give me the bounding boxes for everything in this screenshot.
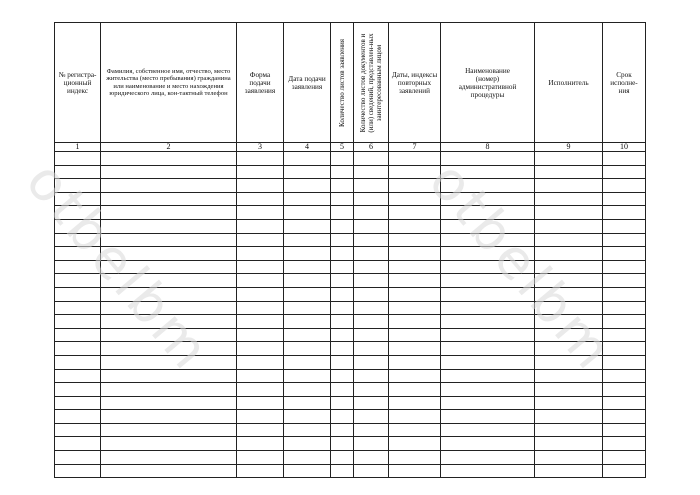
blank-cell (535, 219, 603, 233)
blank-cell (441, 192, 535, 206)
header-applicant-details: Фамилия, собственное имя, отчество, место жительства (место пребывания) гражданина или наименование и место нахождения юридического лица, кон-тактный телефон (101, 23, 237, 143)
column-number: 8 (441, 143, 535, 152)
blank-cell (237, 274, 284, 288)
blank-entry-row (55, 410, 646, 424)
blank-cell (603, 451, 646, 465)
blank-cell (284, 287, 331, 301)
blank-cell (237, 206, 284, 220)
blank-cell (389, 328, 441, 342)
blank-cell (603, 219, 646, 233)
blank-cell (101, 315, 237, 329)
blank-cell (354, 464, 389, 478)
blank-cell (603, 192, 646, 206)
blank-cell (603, 206, 646, 220)
blank-cell (237, 383, 284, 397)
blank-cell (331, 342, 354, 356)
blank-cell (331, 179, 354, 193)
blank-cell (55, 233, 101, 247)
blank-cell (101, 206, 237, 220)
blank-cell (354, 355, 389, 369)
blank-entry-row (55, 247, 646, 261)
blank-cell (354, 247, 389, 261)
blank-cell (389, 464, 441, 478)
blank-cell (55, 342, 101, 356)
blank-cell (354, 451, 389, 465)
blank-cell (237, 247, 284, 261)
blank-cell (354, 328, 389, 342)
blank-cell (331, 165, 354, 179)
blank-cell (535, 165, 603, 179)
blank-entry-row (55, 342, 646, 356)
blank-cell (603, 301, 646, 315)
blank-cell (535, 342, 603, 356)
blank-cell (237, 315, 284, 329)
blank-cell (55, 219, 101, 233)
blank-cell (331, 396, 354, 410)
blank-cell (603, 423, 646, 437)
blank-cell (55, 383, 101, 397)
blank-cell (389, 396, 441, 410)
blank-cell (441, 260, 535, 274)
blank-cell (101, 287, 237, 301)
registration-journal-table (54, 22, 646, 478)
blank-cell (389, 369, 441, 383)
blank-cell (354, 192, 389, 206)
blank-cell (441, 287, 535, 301)
blank-cell (284, 301, 331, 315)
blank-cell (55, 328, 101, 342)
blank-cell (284, 369, 331, 383)
blank-entry-row (55, 206, 646, 220)
blank-cell (441, 369, 535, 383)
blank-cell (55, 287, 101, 301)
blank-cell (535, 179, 603, 193)
blank-cell (603, 233, 646, 247)
blank-cell (55, 315, 101, 329)
blank-cell (284, 355, 331, 369)
blank-cell (237, 179, 284, 193)
blank-cell (354, 423, 389, 437)
blank-cell (284, 179, 331, 193)
blank-cell (441, 396, 535, 410)
blank-entry-row (55, 383, 646, 397)
blank-cell (331, 247, 354, 261)
blank-cell (237, 152, 284, 166)
blank-cell (101, 423, 237, 437)
blank-cell (55, 301, 101, 315)
blank-cell (55, 410, 101, 424)
blank-cell (55, 260, 101, 274)
blank-cell (389, 287, 441, 301)
blank-cell (603, 247, 646, 261)
blank-cell (284, 464, 331, 478)
blank-cell (603, 355, 646, 369)
blank-cell (284, 396, 331, 410)
blank-cell (603, 342, 646, 356)
blank-cell (603, 396, 646, 410)
blank-cell (331, 369, 354, 383)
blank-cell (331, 206, 354, 220)
blank-cell (101, 328, 237, 342)
blank-cell (603, 179, 646, 193)
blank-entry-row (55, 328, 646, 342)
blank-cell (354, 437, 389, 451)
blank-cell (101, 437, 237, 451)
blank-cell (237, 410, 284, 424)
blank-cell (603, 274, 646, 288)
watermark-right: otbelbm (416, 150, 627, 384)
blank-cell (237, 287, 284, 301)
blank-cell (354, 410, 389, 424)
blank-cell (55, 396, 101, 410)
header-row (55, 23, 646, 143)
blank-cell (331, 423, 354, 437)
blank-cell (331, 383, 354, 397)
blank-cell (284, 451, 331, 465)
header-repeat-applications: Даты, индексы повторных заявлений (389, 23, 441, 143)
blank-cell (441, 410, 535, 424)
blank-cell (55, 423, 101, 437)
column-number: 6 (354, 143, 389, 152)
blank-cell (441, 152, 535, 166)
blank-cell (535, 192, 603, 206)
blank-cell (389, 192, 441, 206)
blank-cell (603, 152, 646, 166)
blank-cell (331, 315, 354, 329)
blank-cell (237, 437, 284, 451)
blank-cell (441, 342, 535, 356)
blank-cell (331, 287, 354, 301)
header-application-sheet-count: Количество листов заявления (331, 23, 354, 143)
column-number: 9 (535, 143, 603, 152)
blank-cell (603, 437, 646, 451)
blank-cell (55, 165, 101, 179)
header-administrative-procedure: Наименование (номер) административной процедуры (441, 23, 535, 143)
blank-entry-row (55, 369, 646, 383)
blank-cell (55, 451, 101, 465)
blank-cell (354, 315, 389, 329)
blank-cell (101, 410, 237, 424)
blank-cell (331, 410, 354, 424)
blank-cell (331, 451, 354, 465)
blank-cell (55, 192, 101, 206)
blank-cell (284, 410, 331, 424)
blank-cell (237, 219, 284, 233)
blank-cell (101, 301, 237, 315)
blank-cell (354, 206, 389, 220)
blank-cell (284, 192, 331, 206)
blank-cell (284, 165, 331, 179)
blank-cell (354, 342, 389, 356)
blank-cell (389, 342, 441, 356)
header-executor: Исполнитель (535, 23, 603, 143)
blank-cell (535, 260, 603, 274)
blank-cell (331, 328, 354, 342)
blank-cell (331, 301, 354, 315)
blank-cell (237, 396, 284, 410)
blank-cell (603, 287, 646, 301)
blank-cell (441, 274, 535, 288)
blank-cell (237, 260, 284, 274)
blank-cell (55, 274, 101, 288)
blank-cell (535, 247, 603, 261)
header-application-form: Форма подачи заявления (237, 23, 284, 143)
blank-cell (354, 179, 389, 193)
blank-cell (237, 233, 284, 247)
blank-cell (389, 437, 441, 451)
blank-cell (354, 219, 389, 233)
blank-cell (535, 451, 603, 465)
blank-cell (354, 152, 389, 166)
blank-cell (389, 206, 441, 220)
blank-entry-row (55, 301, 646, 315)
blank-cell (331, 464, 354, 478)
blank-entry-row (55, 152, 646, 166)
blank-cell (441, 464, 535, 478)
blank-cell (237, 342, 284, 356)
blank-cell (389, 451, 441, 465)
blank-cell (284, 247, 331, 261)
blank-entry-row (55, 355, 646, 369)
blank-cell (535, 369, 603, 383)
blank-cell (101, 451, 237, 465)
blank-cell (389, 383, 441, 397)
blank-cell (55, 437, 101, 451)
column-number: 4 (284, 143, 331, 152)
blank-cell (101, 179, 237, 193)
blank-cell (101, 152, 237, 166)
blank-cell (101, 396, 237, 410)
blank-cell (284, 233, 331, 247)
blank-cell (237, 423, 284, 437)
blank-cell (237, 369, 284, 383)
blank-cell (389, 410, 441, 424)
blank-cell (389, 219, 441, 233)
blank-cell (535, 233, 603, 247)
blank-cell (389, 165, 441, 179)
column-number: 5 (331, 143, 354, 152)
blank-cell (389, 179, 441, 193)
blank-cell (535, 274, 603, 288)
blank-cell (441, 247, 535, 261)
blank-cell (354, 274, 389, 288)
column-number: 1 (55, 143, 101, 152)
blank-cell (284, 342, 331, 356)
blank-cell (603, 464, 646, 478)
blank-cell (101, 165, 237, 179)
blank-cell (535, 423, 603, 437)
blank-cell (331, 192, 354, 206)
blank-cell (331, 152, 354, 166)
blank-cell (354, 287, 389, 301)
blank-entry-row (55, 192, 646, 206)
blank-cell (441, 206, 535, 220)
blank-entry-row (55, 179, 646, 193)
blank-cell (101, 342, 237, 356)
blank-cell (441, 219, 535, 233)
column-number: 2 (101, 143, 237, 152)
blank-entry-row (55, 423, 646, 437)
blank-cell (101, 260, 237, 274)
blank-cell (55, 206, 101, 220)
header-execution-deadline: Срок исполне-ния (603, 23, 646, 143)
blank-cell (101, 192, 237, 206)
blank-cell (535, 437, 603, 451)
blank-cell (389, 247, 441, 261)
blank-cell (535, 464, 603, 478)
header-application-date: Дата подачи заявления (284, 23, 331, 143)
blank-cell (441, 451, 535, 465)
blank-cell (331, 274, 354, 288)
blank-cell (331, 437, 354, 451)
header-registration-index: № регистра-ционный индекс (55, 23, 101, 143)
blank-cell (354, 301, 389, 315)
blank-entry-row (55, 315, 646, 329)
blank-cell (389, 260, 441, 274)
blank-cell (284, 260, 331, 274)
blank-cell (237, 165, 284, 179)
blank-cell (101, 369, 237, 383)
blank-cell (101, 219, 237, 233)
blank-cell (55, 247, 101, 261)
blank-cell (237, 192, 284, 206)
blank-cell (441, 328, 535, 342)
column-number: 10 (603, 143, 646, 152)
blank-cell (535, 315, 603, 329)
blank-cell (603, 165, 646, 179)
blank-cell (535, 301, 603, 315)
blank-cell (603, 410, 646, 424)
blank-cell (354, 396, 389, 410)
blank-cell (603, 260, 646, 274)
blank-cell (441, 301, 535, 315)
blank-cell (603, 315, 646, 329)
blank-cell (55, 355, 101, 369)
column-number: 7 (389, 143, 441, 152)
blank-entry-row (55, 464, 646, 478)
blank-cell (237, 301, 284, 315)
blank-cell (535, 396, 603, 410)
blank-cell (535, 287, 603, 301)
blank-cell (389, 423, 441, 437)
blank-cell (441, 315, 535, 329)
blank-cell (101, 355, 237, 369)
blank-cell (535, 328, 603, 342)
blank-cell (101, 247, 237, 261)
blank-cell (389, 152, 441, 166)
blank-cell (55, 152, 101, 166)
blank-cell (441, 233, 535, 247)
blank-cell (101, 233, 237, 247)
blank-cell (284, 274, 331, 288)
blank-entry-row (55, 274, 646, 288)
blank-entry-row (55, 260, 646, 274)
blank-cell (237, 451, 284, 465)
blank-entry-row (55, 396, 646, 410)
blank-cell (284, 219, 331, 233)
blank-cell (389, 301, 441, 315)
blank-cell (284, 383, 331, 397)
blank-cell (354, 369, 389, 383)
blank-cell (55, 179, 101, 193)
blank-cell (354, 165, 389, 179)
column-number: 3 (237, 143, 284, 152)
blank-cell (331, 260, 354, 274)
blank-cell (354, 383, 389, 397)
blank-cell (284, 328, 331, 342)
blank-cell (284, 206, 331, 220)
blank-cell (535, 383, 603, 397)
blank-entry-row (55, 437, 646, 451)
blank-cell (389, 233, 441, 247)
blank-cell (441, 179, 535, 193)
blank-cell (237, 355, 284, 369)
blank-cell (441, 437, 535, 451)
column-number-row (55, 143, 646, 152)
blank-cell (354, 260, 389, 274)
blank-cell (101, 383, 237, 397)
blank-cell (331, 219, 354, 233)
blank-entry-row (55, 287, 646, 301)
blank-cell (535, 152, 603, 166)
blank-entry-row (55, 165, 646, 179)
blank-cell (55, 369, 101, 383)
blank-cell (101, 464, 237, 478)
blank-cell (284, 423, 331, 437)
blank-cell (603, 383, 646, 397)
blank-cell (535, 355, 603, 369)
blank-entry-row (55, 233, 646, 247)
blank-cell (284, 437, 331, 451)
blank-entry-row (55, 451, 646, 465)
blank-cell (389, 315, 441, 329)
header-document-sheet-count: Количество листов документов и (или) сведений, представлен-ных заинтересованным лицом (354, 23, 389, 143)
blank-cell (55, 464, 101, 478)
blank-cell (237, 328, 284, 342)
blank-cell (354, 233, 389, 247)
blank-cell (441, 165, 535, 179)
blank-cell (237, 464, 284, 478)
blank-cell (441, 423, 535, 437)
blank-cell (331, 233, 354, 247)
blank-cell (389, 355, 441, 369)
watermark-left: otbelbm (13, 150, 224, 384)
blank-cell (101, 274, 237, 288)
blank-cell (389, 274, 441, 288)
blank-cell (603, 328, 646, 342)
blank-entry-row (55, 219, 646, 233)
blank-cell (441, 355, 535, 369)
blank-cell (441, 383, 535, 397)
blank-cell (535, 206, 603, 220)
blank-cell (331, 355, 354, 369)
blank-cell (284, 152, 331, 166)
blank-cell (535, 410, 603, 424)
blank-cell (603, 369, 646, 383)
blank-cell (284, 315, 331, 329)
